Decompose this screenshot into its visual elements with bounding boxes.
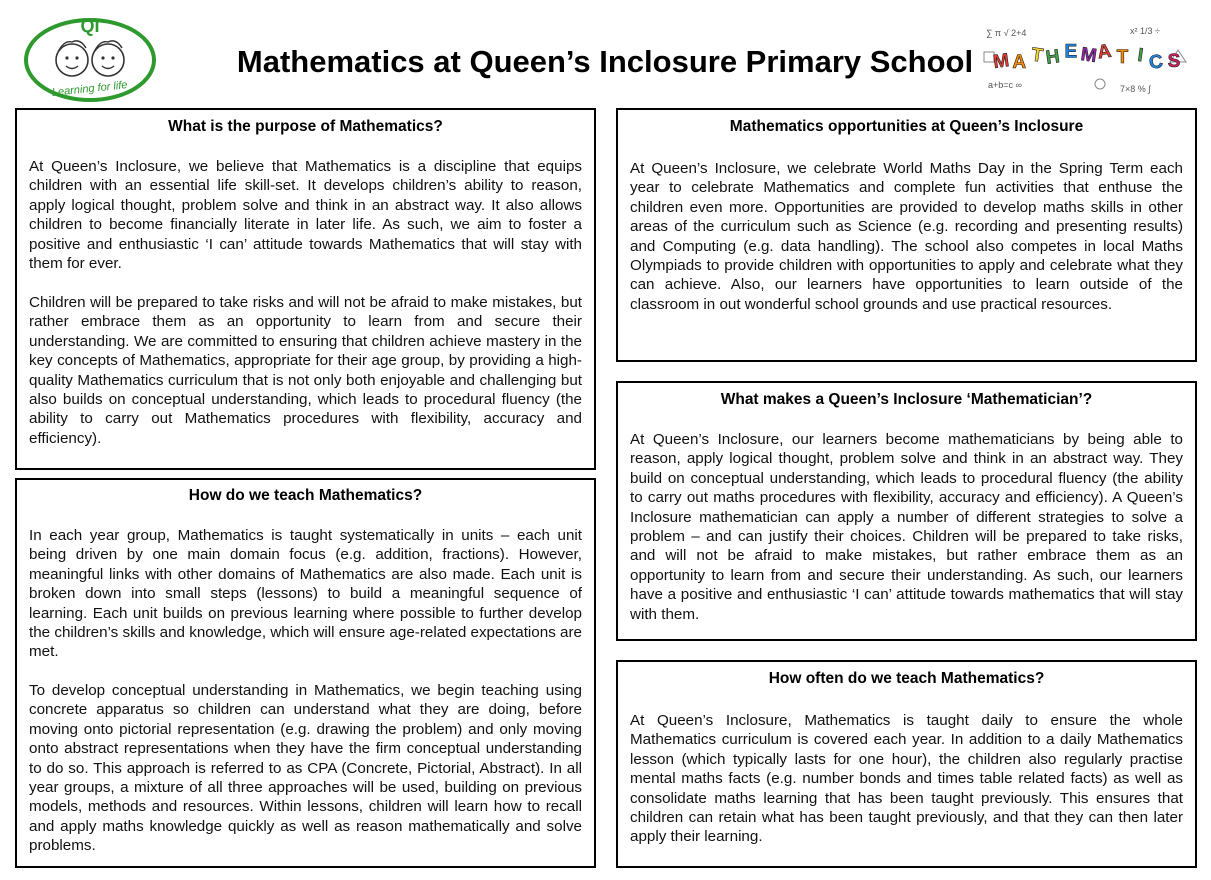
opportunities-heading: Mathematics opportunities at Queen’s Inclosure — [729, 118, 1084, 135]
logo-initials: QI — [80, 16, 100, 36]
badge-letter: M — [991, 50, 1011, 74]
badge-letter: I — [1136, 44, 1145, 67]
svg-text:x² 1/3 ÷: x² 1/3 ÷ — [1130, 26, 1160, 36]
mathematician-heading: What makes a Queen’s Inclosure ‘Mathematician’? — [720, 391, 1093, 408]
teaching-paragraph-2: To develop conceptual understanding in Mathematics, we begin teaching using concrete apparatus so children can understand what they are doing, before moving onto pictorial representation (e.g. drawing the problem) and only moving onto abstract representations when they have the firm conceptual understanding to do so. This approach is referred to as CPA (Concrete, Pictorial, Abstract). In all year groups, a mixture of all three approaches will be used, building on previous models, methods and resources. Within lessons, children will learn how to recall and apply maths knowledge quickly as well as reason mathematically and solve problems. — [29, 682, 582, 855]
badge-letter: M — [1079, 44, 1099, 68]
school-logo — [22, 12, 158, 104]
mathematician-section — [616, 381, 1197, 641]
purpose-paragraph-2: Children will be prepared to take risks and will not be afraid to make mistakes, but rather embrace them as an opportunity to learn from and secure their understanding. We are committed to ensuring that children achieve mastery in the key concepts of Mathematics, appropriate for their age group, by providing a high-quality Mathematics curriculum that is not only both enjoyable and challenging but also builds on conceptual understanding, which leads to procedural fluency (the ability to carry out Mathematics procedures with flexibility, accuracy and efficiency). — [29, 294, 582, 447]
mathematician-paragraph: At Queen’s Inclosure, our learners become mathematicians by being able to reason, apply logical thought, problem solve and think in an abstract way. They build on conceptual understanding, which leads to procedural fluency (the ability to carry out maths procedures with flexibility, accuracy and efficiency). A Queen’s Inclosure mathematician can apply a number of different strategies to solve a problem – and can justify their choices. Children will be prepared to take risks, and will not be afraid to make mistakes, but rather embrace them as an opportunity to learn from and secure their understanding. As such, our learners have a positive and enthusiastic ‘I can’ attitude towards mathematics that will stay with them. — [630, 431, 1183, 623]
logo-tagline: Learning for life — [51, 79, 129, 99]
teaching-section — [15, 478, 596, 868]
svg-text:a+b=c ∞: a+b=c ∞ — [988, 80, 1022, 90]
badge-letter: S — [1167, 51, 1181, 72]
purpose-section — [15, 108, 596, 470]
badge-letter: E — [1064, 41, 1078, 63]
badge-letter: H — [1044, 46, 1062, 69]
page-header — [0, 0, 1211, 108]
badge-letter: T — [1029, 44, 1045, 67]
teaching-paragraph-1: In each year group, Mathematics is taught systematically in units – each unit being driven by one main domain focus (e.g. addition, fractions). However, meaningful links with other domains of Mathematics are also made. Each unit is broken down into small steps (lessons) to build a meaningful sequence of learning. Each unit builds on previous learning where possible to further develop the children’s skills and knowledge, which will ensure age-related expectations are met. — [29, 527, 582, 661]
teaching-heading: How do we teach Mathematics? — [188, 487, 423, 504]
purpose-heading: What is the purpose of Mathematics? — [168, 118, 443, 135]
mathematics-badge — [980, 22, 1196, 96]
frequency-section — [616, 660, 1197, 868]
frequency-heading: How often do we teach Mathematics? — [768, 670, 1045, 687]
svg-text:7×8 % ∫: 7×8 % ∫ — [1120, 84, 1151, 94]
page-title: Mathematics at Queen’s Inclosure Primary School — [236, 44, 974, 79]
badge-letter: C — [1147, 51, 1165, 74]
badge-letter: A — [1096, 40, 1113, 64]
frequency-paragraph: At Queen’s Inclosure, Mathematics is taught daily to ensure the whole Mathematics curriculum is covered each year. In addition to a daily Mathematics lesson (which typically lasts for one hour), the children also regularly practise mental maths facts (e.g. number bonds and times table related facts) as well as consolidate maths learning that has been taught previously. This ensures that children can retain what has been taught previously, and that they can then later apply their learning. — [630, 712, 1183, 846]
badge-letter: T — [1116, 46, 1129, 68]
purpose-paragraph-1: At Queen’s Inclosure, we believe that Mathematics is a discipline that equips children with an essential life skill-set. It develops children’s ability to reason, apply logical thought, problem solve and think in an abstract way. It also allows children to become financially literate in later life. As such, we aim to foster a positive and enthusiastic ‘I can’ attitude towards Mathematics that will stay with them for ever. — [29, 158, 582, 273]
badge-letter: A — [1012, 51, 1027, 73]
opportunities-section — [616, 108, 1197, 362]
svg-text:∑ π √ 2+4: ∑ π √ 2+4 — [986, 28, 1027, 38]
opportunities-paragraph: At Queen’s Inclosure, we celebrate World Maths Day in the Spring Term each year to celebrate Mathematics and complete fun activities that enthuse the children even more. Opportunities are provided to develop maths skills in other areas of the curriculum such as Science (e.g. recording and presenting results) and Computing (e.g. data handling). The school also competes in local Maths Olympiads to provide children with opportunities to apply and celebrate what they can achieve. Also, our learners have opportunities to learn outside of the classroom in out wonderful school grounds and use practical resources. — [630, 160, 1183, 313]
